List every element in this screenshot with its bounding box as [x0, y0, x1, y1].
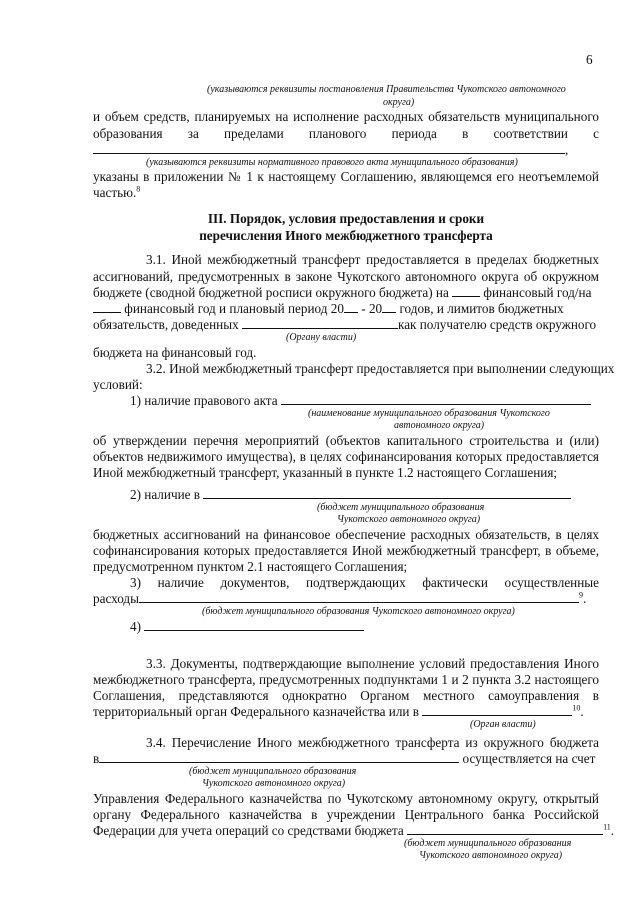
text: годов, и лимитов бюджетных — [399, 301, 564, 316]
caption-municipality-cont: автономного округа) — [394, 420, 485, 431]
condition-1 — [130, 393, 591, 408]
text-line: бюджета на финансовый год. — [93, 345, 257, 360]
text-line: ассигнований, предусмотренных в законе Чукотского автономного округа об окружном — [93, 269, 599, 284]
caption-normative-act: (указываются реквизиты нормативного правового акта муниципального образования) — [146, 157, 518, 168]
text-line: органу Федерального казначейства в учреждении Центрального банка Российской — [93, 807, 599, 822]
text-line: 3.2. Иной межбюджетный трансферт предоставляется при выполнении следующих — [146, 361, 615, 376]
footnote-ref[interactable]: 9 — [579, 590, 584, 600]
text: 4) — [130, 619, 141, 634]
caption-budget: (бюджет муниципального образования — [317, 502, 485, 513]
word: наличие — [157, 575, 204, 590]
expenses-blank[interactable] — [139, 591, 579, 603]
year-blank[interactable] — [344, 301, 358, 313]
condition-4 — [130, 619, 364, 634]
text: территориальный орган Федерального казначейства или в — [93, 704, 420, 719]
text: Федерации для учета операций со средствами бюджета — [93, 823, 404, 838]
word: периода — [391, 126, 437, 141]
word: за — [187, 126, 199, 141]
text: финансовый год и плановый период 20 — [124, 301, 344, 316]
text: частью. — [93, 185, 137, 200]
condition-3 — [130, 575, 599, 590]
text: бюджете (сводной бюджетной росписи окружного бюджета) на — [93, 285, 449, 300]
text: как получателю средств окружного — [397, 317, 597, 332]
budget-blank[interactable] — [407, 823, 603, 835]
text-line: предусмотренном пунктом 2.1 настоящего Соглашения; — [93, 559, 408, 574]
condition-4-blank[interactable] — [144, 619, 364, 631]
page-number: 6 — [586, 52, 593, 67]
text: осуществляется на счет — [462, 751, 596, 766]
text-line — [93, 185, 140, 200]
organ-blank[interactable] — [422, 704, 572, 716]
year-blank[interactable] — [382, 301, 396, 313]
word: 3) — [130, 575, 141, 590]
text: расходы — [93, 591, 140, 606]
word: осуществленные — [504, 575, 599, 590]
text-line: 3.1. Иной межбюджетный трансферт предоставляется в пределах бюджетных — [146, 252, 599, 267]
text-line: бюджетных ассигнований на финансовое обеспечение расходных обязательств, в целях — [93, 527, 599, 542]
text-line: 3.4. Перечисление Иного межбюджетного трансферта из окружного бюджета — [146, 735, 599, 750]
text-line-spaced — [93, 126, 599, 141]
text-line-with-blank — [93, 301, 564, 316]
text: - 20 — [361, 301, 383, 316]
fill-in-blank[interactable] — [93, 142, 565, 154]
footnote-ref[interactable]: 11 — [603, 822, 611, 832]
footnote-ref[interactable]: 10 — [572, 703, 581, 713]
caption-organ: (Орган власти) — [470, 719, 536, 730]
word: пределами — [223, 126, 284, 141]
caption-budget-full: (бюджет муниципального образования Чукотского автономного округа) — [202, 606, 515, 617]
caption-budget-cont: Чукотского автономного округа) — [337, 514, 481, 525]
word: в — [462, 126, 469, 141]
footnote-ref[interactable]: 8 — [136, 184, 141, 194]
text-line: указаны в приложении № 1 к настоящему Соглашению, являющемся его неотъемлемой — [93, 169, 599, 184]
caption-municipality: (наименование муниципального образования Чукотского — [308, 408, 550, 419]
word: документов, — [220, 575, 290, 590]
text: обязательств, доведенных — [93, 317, 239, 332]
text: финансовый год/на — [483, 285, 592, 300]
text-line: Соглашения, представляются однократно Органом местного самоуправления в — [93, 688, 599, 703]
text-line: 3.3. Документы, подтверждающие выполнение условий предоставления Иного — [146, 656, 599, 671]
section-heading-cont: перечисления Иного межбюджетного трансферта — [199, 228, 493, 243]
word: фактически — [422, 575, 488, 590]
word: подтверждающих — [306, 575, 406, 590]
text-line-with-blank — [93, 751, 599, 766]
word: с — [593, 126, 599, 141]
caption-budget-cont: Чукотского автономного округа) — [202, 778, 346, 789]
caption-budget-cont: Чукотского автономного округа) — [419, 850, 563, 861]
caption-government-decree: (указываются реквизиты постановления Правительства Чукотского автономного — [207, 84, 566, 95]
text-line-with-blank: территориальный орган Федерального казначейства или в $^{10}$. — [93, 703, 584, 719]
text-line: софинансирования которых предоставляется Иной межбюджетный трансферт, в объеме, — [93, 543, 599, 558]
text-line-with-blank: Федерации для учета операций со средствами бюджета $^{11}$. — [93, 822, 615, 838]
budget-blank[interactable] — [99, 751, 459, 763]
text-line-with-blank — [93, 317, 596, 332]
text-line: Управления Федерального казначейства по Чукотскому автономному округу, открытый — [93, 791, 599, 806]
condition-2 — [130, 487, 571, 502]
word: соответствии — [493, 126, 568, 141]
text-line: межбюджетного трансферта, предусмотренных подпунктами 1 и 2 пункта 3.2 настоящего — [93, 672, 599, 687]
text-line-with-blank — [93, 285, 591, 300]
blank-line-act[interactable] — [93, 142, 568, 157]
year-blank[interactable] — [452, 285, 480, 297]
text-line-with-blank: расходы $^9$. — [93, 590, 587, 606]
legal-act-blank[interactable] — [281, 393, 591, 405]
budget-blank[interactable] — [203, 487, 571, 499]
word: планового — [308, 126, 367, 141]
caption-budget: (бюджет муниципального образования — [404, 838, 572, 849]
text: 2) наличие в — [130, 487, 201, 502]
word: образования — [93, 126, 163, 141]
caption-budget: (бюджет муниципального образования — [189, 766, 357, 777]
text-line: объектов недвижимого имущества), в целях софинансирования которых предоставляется — [93, 449, 599, 464]
text-line: и объем средств, планируемых на исполнение расходных обязательств муниципального — [93, 109, 599, 124]
text-line: об утверждении перечня мероприятий (объектов капитального строительства и (или) — [93, 433, 599, 448]
organ-blank[interactable] — [242, 317, 398, 329]
text: в — [93, 751, 100, 766]
punctuation: , — [565, 142, 569, 157]
text: 1) наличие правового акта — [130, 393, 278, 408]
caption-organ: (Органу власти) — [286, 332, 357, 343]
year-blank[interactable] — [93, 301, 121, 313]
text-line: условий: — [93, 377, 143, 392]
text-line: Иной межбюджетный трансферт, указанный в пункте 1.2 настоящего Соглашения; — [93, 465, 558, 480]
section-heading: III. Порядок, условия предоставления и сроки — [207, 211, 485, 226]
caption-government-decree-cont: округа) — [383, 97, 415, 108]
